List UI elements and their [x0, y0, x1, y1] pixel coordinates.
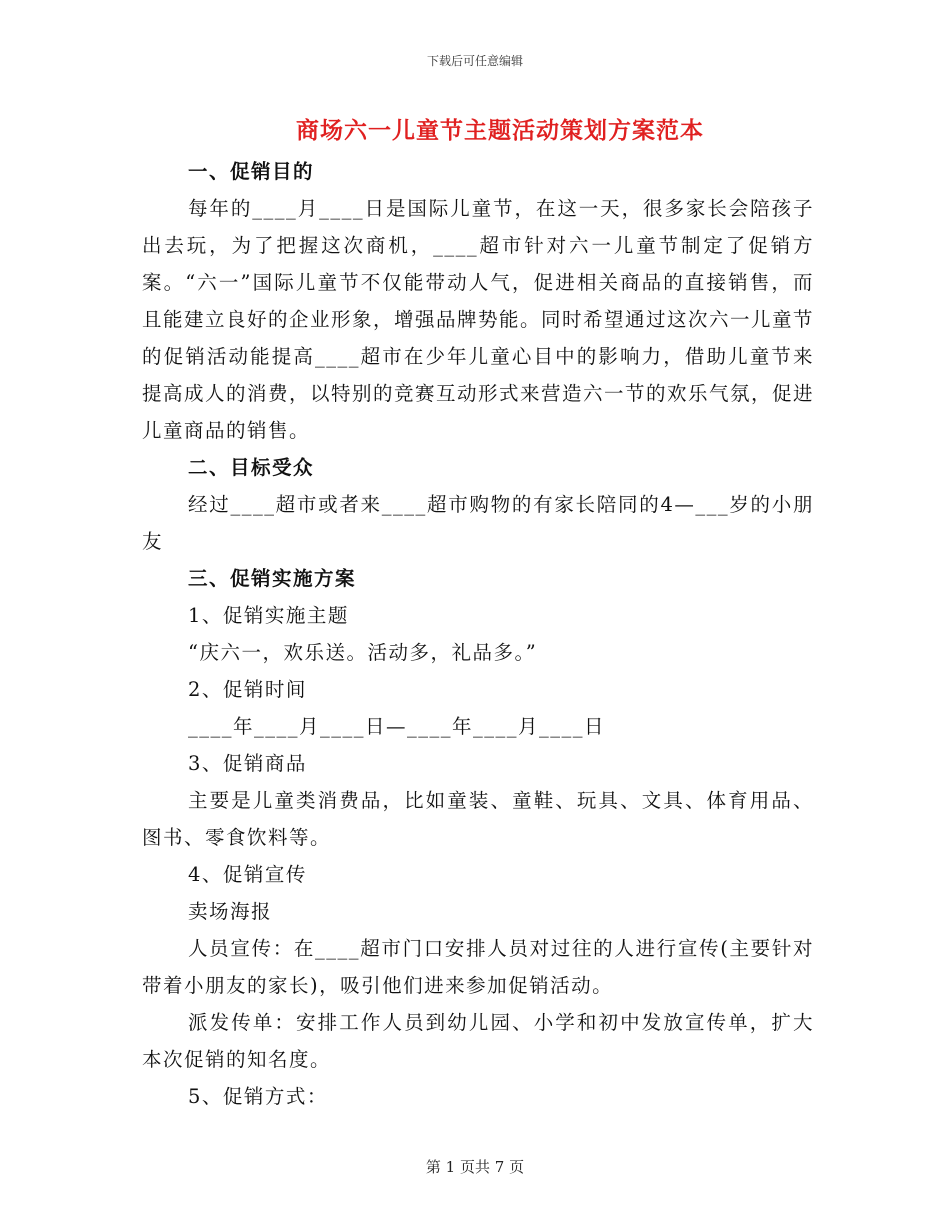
- paragraph-target-audience: 经过____超市或者来____超市购物的有家长陪同的4—___岁的小朋友: [142, 493, 814, 553]
- paragraph-poster: 卖场海报: [188, 900, 273, 923]
- subheading-promotion-method: 5、促销方式：: [188, 1085, 328, 1108]
- section-heading-target-audience: 二、目标受众: [188, 456, 315, 479]
- paragraph-theme: “庆六一，欢乐送。活动多，礼品多。”: [188, 641, 538, 664]
- header-note: 下载后可任意编辑: [426, 54, 523, 68]
- paragraph-goods: 主要是儿童类消费品，比如童装、童鞋、玩具、文具、体育用品、图书、零食饮料等。: [142, 789, 814, 849]
- section-heading-promotion-goal: 一、促销目的: [188, 160, 315, 183]
- document-title: 商场六一儿童节主题活动策划方案范本: [296, 117, 704, 144]
- section-heading-implementation-plan: 三、促销实施方案: [188, 567, 357, 590]
- paragraph-promotion-goal: 每年的____月____日是国际儿童节，在这一天，很多家长会陪孩子出去玩，为了把握这次商机，____超市针对六一儿童节制定了促销方案。“六一”国际儿童节不仅能带动人气，促进相关商品的直接销售，而且能建立良好的企业形象，增强品牌势能。同时希望通过这次六一儿童节的促销活动能提高____超市在少年儿童心目中的影响力，借助儿童节来提高成人的消费，以特别的竞赛互动形式来营造六一节的欢乐气氛，促进儿童商品的销售。: [142, 197, 815, 442]
- subheading-goods: 3、促销商品: [188, 752, 307, 775]
- subheading-theme: 1、促销实施主题: [188, 604, 349, 627]
- subheading-publicity: 4、促销宣传: [188, 863, 307, 886]
- paragraph-time: ____年____月____日—____年____月____日: [188, 715, 606, 738]
- paragraph-staff-publicity: 人员宣传：在____超市门口安排人员对过往的人进行宣传(主要针对带着小朋友的家长)，吸引他们进来参加促销活动。: [142, 937, 814, 997]
- subheading-time: 2、促销时间: [188, 678, 307, 701]
- document-body: [142, 153, 814, 1115]
- page-number: 第 1 页共 7 页: [425, 1158, 525, 1176]
- paragraph-flyers: 派发传单：安排工作人员到幼儿园、小学和初中发放宣传单，扩大本次促销的知名度。: [142, 1011, 814, 1071]
